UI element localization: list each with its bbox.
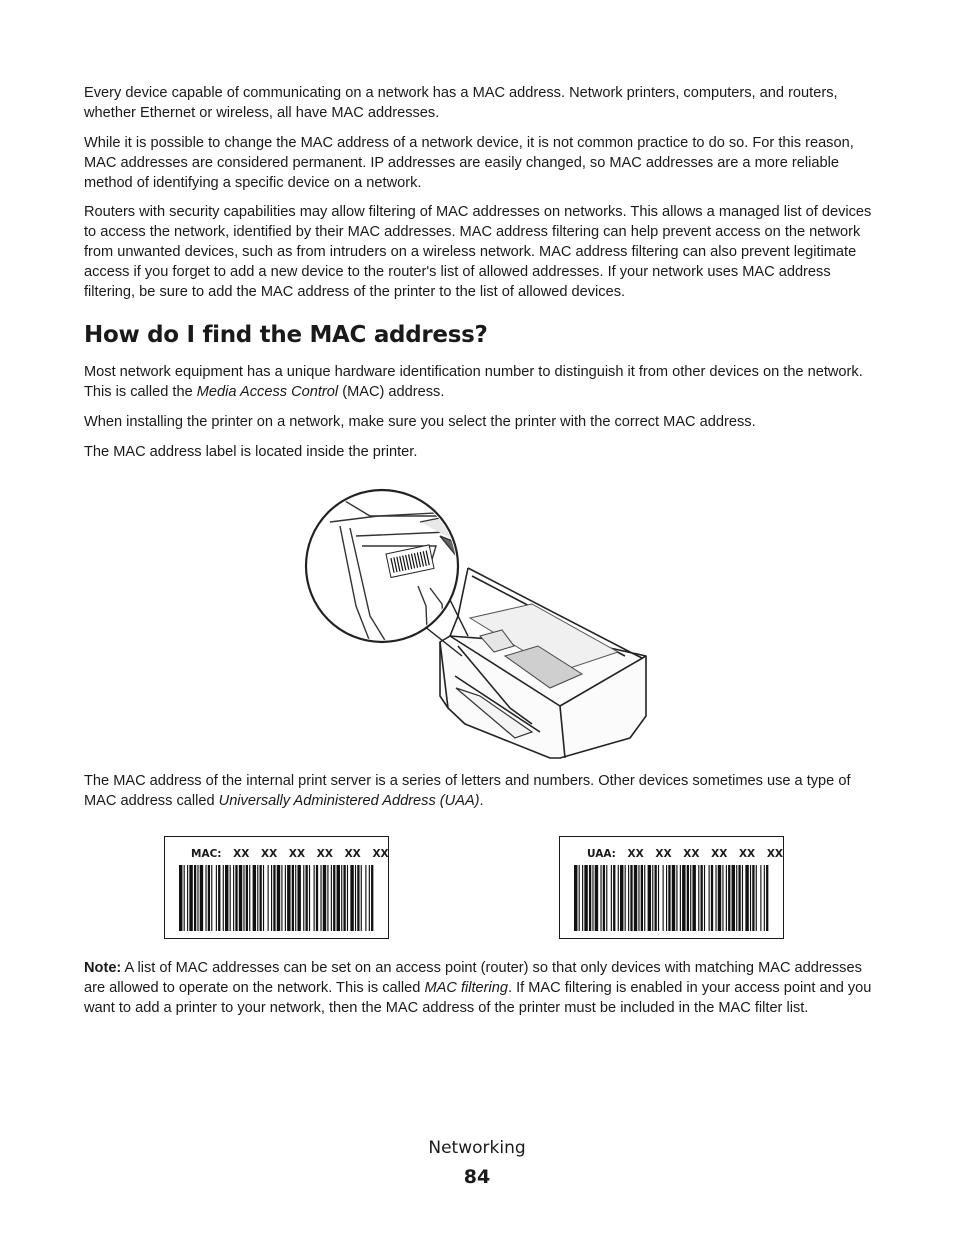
uaa-label-group: XX <box>738 848 756 860</box>
section-heading: How do I find the MAC address? <box>84 322 488 348</box>
mac-barcode <box>179 865 375 931</box>
uaa-address-label <box>559 836 784 939</box>
footer-section-title: Networking <box>428 1138 526 1158</box>
section-paragraph-1: Most network equipment has a unique hardware identification number to distinguish it from other devices on the network. This is called the Media Access Control (MAC) address. <box>84 364 863 400</box>
uaa-label-group: XX <box>627 848 644 860</box>
mac-label-group: XX <box>344 848 361 860</box>
intro-paragraph-3: Routers with security capabilities may allow filtering of MAC addresses on networks. This allows a managed list of devices to access the network, identified by their MAC addresses. MAC address filtering can help prevent access on the network from unwanted devices, such as from intruders on a wireless network. MAC address filtering can also prevent legitimate access if you forget to add a new device to the router's list of allowed addresses. If your network uses MAC address filtering, be sure to add the MAC address of the printer to the list of allowed devices. <box>84 204 872 300</box>
mac-label-group: XX <box>233 848 250 860</box>
note-label: Note: <box>84 960 122 976</box>
section-paragraph-3: The MAC address label is located inside the printer. <box>84 444 418 460</box>
printer-illustration <box>300 476 652 760</box>
uaa-barcode <box>574 865 770 931</box>
mac-label-group: XX <box>261 848 278 860</box>
uaa-label-group: XX <box>766 848 784 860</box>
mac-label-group: XX <box>288 848 306 860</box>
uaa-label-prefix: UAA: <box>587 848 616 860</box>
mac-label-group: XX <box>372 848 389 860</box>
intro-paragraph-1: Every device capable of communicating on a network has a MAC address. Network printers, computers, and routers, whether Ethernet or wireless, all have MAC addresses. <box>84 85 838 121</box>
intro-paragraph-2: While it is possible to change the MAC address of a network device, it is not common practice to do so. For this reason, MAC addresses are considered permanent. IP addresses are easily changed, so MAC addresses are a more reliable method of identifying a specific device on a network. <box>84 135 854 191</box>
mac-label-text <box>165 848 414 860</box>
note-paragraph: Note: A list of MAC addresses can be set on an access point (router) so that only devices with matching MAC addresses are allowed to operate on the network. This is called MAC filtering. If MAC filtering is enabled in your access point and you want to add a printer to your network, then the MAC address of the printer must be included in the MAC filter list. <box>84 960 872 1016</box>
section-paragraph-4: The MAC address of the internal print server is a series of letters and numbers. Other devices sometimes use a type of MAC address called Universally Administered Address (UAA). <box>84 773 851 809</box>
uaa-label-group: XX <box>711 848 728 860</box>
page-number: 84 <box>463 1166 491 1188</box>
mac-label-prefix: MAC: <box>191 848 222 860</box>
section-paragraph-2: When installing the printer on a network, make sure you select the printer with the correct MAC address. <box>84 414 756 430</box>
uaa-label-group: XX <box>683 848 700 860</box>
uaa-label-text <box>560 848 810 860</box>
uaa-label-group: XX <box>655 848 672 860</box>
mac-address-label <box>164 836 389 939</box>
mac-label-group: XX <box>316 848 333 860</box>
